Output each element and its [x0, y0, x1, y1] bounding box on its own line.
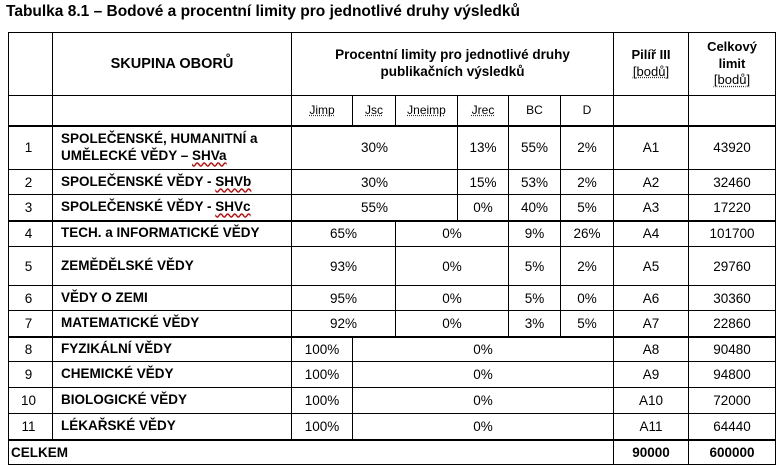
row-percent-impact: 95%: [292, 286, 396, 311]
subheader-jneimp: Jneimp: [396, 96, 458, 126]
subheader-jsc: Jsc: [353, 96, 396, 126]
row-pillar: A5: [614, 247, 689, 286]
row-limit: 90480: [689, 337, 776, 362]
header-total-limit: [689, 33, 776, 96]
row-pillar: A7: [614, 311, 689, 337]
table-row: [9, 388, 776, 414]
row-limit: 101700: [689, 221, 776, 247]
table-row: [9, 170, 776, 195]
subheader-empty: [689, 96, 776, 126]
row-percent-d: 5%: [561, 195, 614, 221]
row-number: 9: [9, 362, 53, 388]
table-caption: Tabulka 8.1 – Bodové a procentní limity pro jednotlivé druhy výsledků: [6, 3, 520, 20]
subheader-bc: BC: [509, 96, 561, 126]
row-percent-other: 0%: [396, 247, 509, 286]
row-name: MATEMATICKÉ VĚDY: [53, 311, 292, 337]
subheader-d: D: [561, 96, 614, 126]
row-percent-jimp: 100%: [292, 337, 353, 362]
table-row: [9, 126, 776, 170]
row-name: VĚDY O ZEMI: [53, 286, 292, 311]
table-row: [9, 221, 776, 247]
row-name: LÉKAŘSKÉ VĚDY: [53, 414, 292, 440]
row-percent-jrec: 15%: [458, 170, 509, 195]
row-percent-d: 2%: [561, 247, 614, 286]
row-percent-other: 0%: [396, 286, 509, 311]
row-percent-d: 2%: [561, 170, 614, 195]
row-percent-journals: 30%: [292, 126, 458, 170]
row-number: 11: [9, 414, 53, 440]
table-row: [9, 247, 776, 286]
row-name: TECH. a INFORMATICKÉ VĚDY: [53, 221, 292, 247]
row-percent-other: 0%: [353, 414, 614, 440]
row-percent-d: 2%: [561, 126, 614, 170]
row-percent-bc: 5%: [509, 286, 561, 311]
row-percent-other: 0%: [353, 362, 614, 388]
table-row: [9, 414, 776, 440]
row-limit: 29760: [689, 247, 776, 286]
table-row: [9, 337, 776, 362]
row-percent-impact: 93%: [292, 247, 396, 286]
subheader-empty: [9, 96, 53, 126]
row-percent-other: 0%: [353, 388, 614, 414]
row-limit: 72000: [689, 388, 776, 414]
row-percent-jrec: 0%: [458, 195, 509, 221]
table-row: [9, 286, 776, 311]
row-percent-jimp: 100%: [292, 362, 353, 388]
row-pillar: A6: [614, 286, 689, 311]
subheader-jimp: Jimp: [292, 96, 353, 126]
row-number: 2: [9, 170, 53, 195]
header-pillar-title: Pilíř III: [631, 47, 671, 63]
row-number: 8: [9, 337, 53, 362]
row-percent-impact: 92%: [292, 311, 396, 337]
row-limit: 43920: [689, 126, 776, 170]
total-pillar: 90000: [614, 440, 689, 465]
row-name: SPOLEČENSKÉ VĚDY - SHVb: [53, 170, 292, 195]
row-pillar: A11: [614, 414, 689, 440]
row-number: 5: [9, 247, 53, 286]
row-name: ZEMĚDĚLSKÉ VĚDY: [53, 247, 292, 286]
row-percent-bc: 3%: [509, 311, 561, 337]
row-percent-jimp: 100%: [292, 388, 353, 414]
row-pillar: A4: [614, 221, 689, 247]
row-percent-journals: 30%: [292, 170, 458, 195]
row-percent-jrec: 13%: [458, 126, 509, 170]
row-name: CHEMICKÉ VĚDY: [53, 362, 292, 388]
row-limit: 17220: [689, 195, 776, 221]
row-pillar: A3: [614, 195, 689, 221]
total-label: CELKEM: [9, 440, 614, 465]
row-percent-d: 0%: [561, 286, 614, 311]
row-limit: 94800: [689, 362, 776, 388]
row-percent-d: 26%: [561, 221, 614, 247]
row-percent-impact: 65%: [292, 221, 396, 247]
row-name: SPOLEČENSKÉ, HUMANITNÍ a UMĚLECKÉ VĚDY – SHVa: [53, 126, 292, 170]
row-name: SPOLEČENSKÉ VĚDY - SHVc: [53, 195, 292, 221]
row-percent-d: 5%: [561, 311, 614, 337]
row-name: FYZIKÁLNÍ VĚDY: [53, 337, 292, 362]
header-total-unit: [bodů]: [713, 72, 751, 88]
row-percent-jimp: 100%: [292, 414, 353, 440]
row-pillar: A10: [614, 388, 689, 414]
row-percent-bc: 53%: [509, 170, 561, 195]
table-row: [9, 311, 776, 337]
row-name: BIOLOGICKÉ VĚDY: [53, 388, 292, 414]
row-number: 3: [9, 195, 53, 221]
limits-table: [8, 32, 776, 465]
row-number: 1: [9, 126, 53, 170]
row-percent-other: 0%: [396, 311, 509, 337]
row-percent-journals: 55%: [292, 195, 458, 221]
row-number: 10: [9, 388, 53, 414]
row-limit: 30360: [689, 286, 776, 311]
row-pillar: A9: [614, 362, 689, 388]
header-group: SKUPINA OBORŮ: [53, 33, 292, 96]
row-limit: 64440: [689, 414, 776, 440]
row-percent-bc: 55%: [509, 126, 561, 170]
header-percent-limits: Procentní limity pro jednotlivé druhy publikačních výsledků: [292, 33, 614, 96]
row-percent-other: 0%: [396, 221, 509, 247]
header-pillar-unit: [bodů]: [632, 64, 670, 79]
subheader-empty: [614, 96, 689, 126]
subheader-jrec: Jrec: [458, 96, 509, 126]
row-percent-bc: 5%: [509, 247, 561, 286]
table-row: [9, 362, 776, 388]
total-row: [9, 440, 776, 465]
header-number-cell: [9, 33, 53, 96]
row-pillar: A2: [614, 170, 689, 195]
row-number: 4: [9, 221, 53, 247]
row-pillar: A1: [614, 126, 689, 170]
header-total-title: Celkový limit: [707, 38, 757, 71]
row-limit: 22860: [689, 311, 776, 337]
subheader-empty: [53, 96, 292, 126]
row-pillar: A8: [614, 337, 689, 362]
row-number: 7: [9, 311, 53, 337]
subheader-row: [9, 96, 776, 126]
header-row: [9, 33, 776, 96]
header-pillar: [614, 33, 689, 96]
total-limit: 600000: [689, 440, 776, 465]
row-percent-bc: 40%: [509, 195, 561, 221]
table-row: [9, 195, 776, 221]
row-limit: 32460: [689, 170, 776, 195]
row-number: 6: [9, 286, 53, 311]
row-percent-bc: 9%: [509, 221, 561, 247]
row-percent-other: 0%: [353, 337, 614, 362]
